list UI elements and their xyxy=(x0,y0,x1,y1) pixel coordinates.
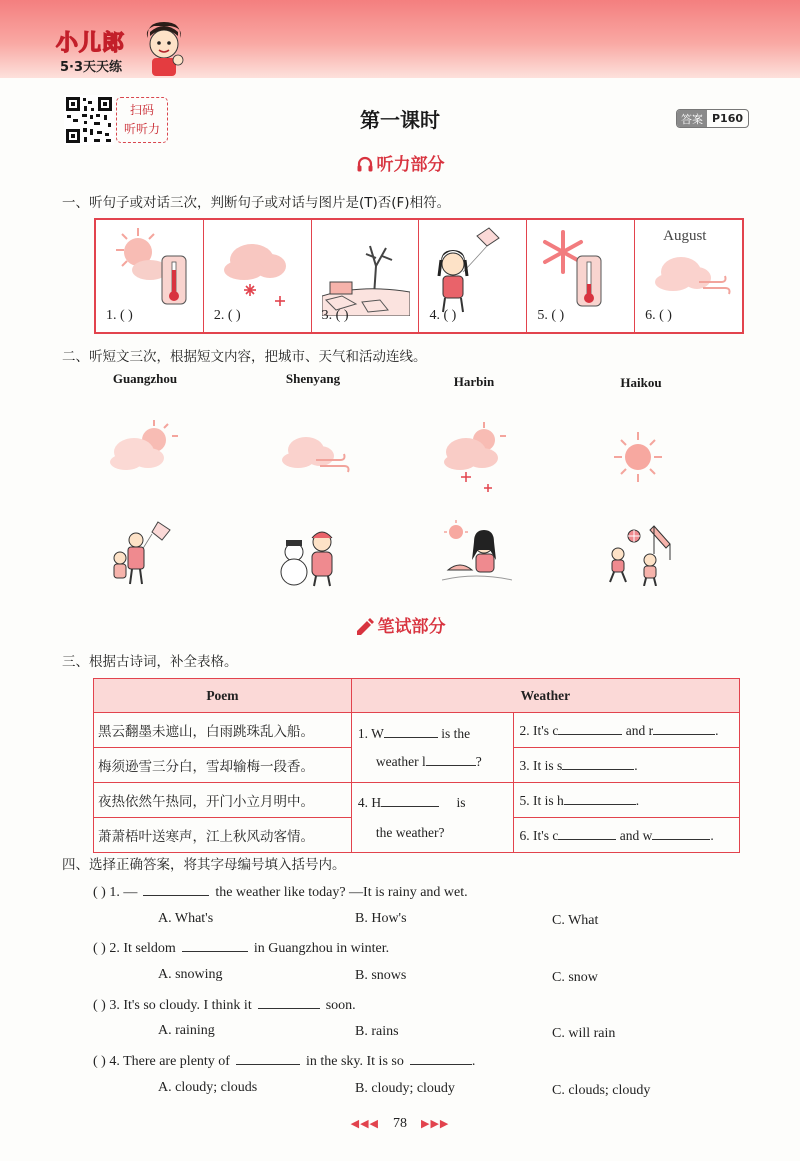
pencil-icon xyxy=(355,617,375,635)
w3b-text: . xyxy=(634,757,638,773)
q4-prompt: 四、选择正确答案，将其字母编号填入括号内。 xyxy=(62,857,346,873)
family-kite-icon[interactable] xyxy=(106,520,176,586)
w6a-text: 6. It's c xyxy=(519,827,559,843)
w1d-text: ? xyxy=(475,753,482,769)
city-haikou[interactable]: Haikou xyxy=(620,375,662,390)
option-b[interactable]: B. How's xyxy=(355,911,407,926)
cloud-wind-icon[interactable] xyxy=(276,428,356,488)
option-c[interactable]: C. clouds; cloudy xyxy=(552,1083,651,1098)
page-number: 78 xyxy=(393,1116,407,1131)
w5-blank[interactable] xyxy=(564,792,636,805)
w2a-text: 2. It's c xyxy=(519,722,559,738)
q4-item-4 xyxy=(93,1052,475,1070)
stem-text: soon. xyxy=(325,998,356,1013)
stem-blank[interactable] xyxy=(258,996,320,1009)
answer-key-badge xyxy=(676,109,749,128)
left-arrows-icon: ◀◀◀ xyxy=(350,1118,379,1130)
poem-3: 夜热依然午热同，开门小立月明中。 xyxy=(94,783,352,818)
w6b-text: and w xyxy=(619,827,653,843)
weather-q1-cell xyxy=(351,713,513,783)
dry-land-tree-icon xyxy=(322,226,410,316)
stem-blank-2[interactable] xyxy=(410,1052,472,1065)
snowflake-thermometer-icon xyxy=(537,226,625,316)
weather-q3-cell xyxy=(513,748,739,783)
q1-picture-6 xyxy=(635,220,742,332)
scan-line-2: 听听力 xyxy=(123,122,160,136)
city-shenyang[interactable]: Shenyang xyxy=(285,371,341,386)
q3-prompt: 三、根据古诗词，补全表格。 xyxy=(62,654,238,670)
stem-blank[interactable] xyxy=(143,883,209,896)
q1-picture-strip xyxy=(94,218,744,334)
q1-picture-3 xyxy=(312,220,420,332)
option-c[interactable]: C. What xyxy=(552,913,599,928)
stem-text: 2. It seldom xyxy=(109,941,176,956)
weather-q5-cell xyxy=(513,783,739,818)
option-b[interactable]: B. rains xyxy=(355,1024,399,1039)
q1-answer-1[interactable]: 1. ( ) xyxy=(106,308,133,323)
q1-answer-5[interactable]: 5. ( ) xyxy=(537,308,565,323)
w1b-text: is the xyxy=(441,725,471,741)
series-name: 5·3天天练 xyxy=(60,60,123,75)
poem-4: 萧萧梧叶送寒声，江上秋风动客情。 xyxy=(94,818,352,853)
page-footer xyxy=(0,1116,800,1132)
table-row xyxy=(94,713,740,748)
w2-blank-2[interactable] xyxy=(653,722,715,735)
answer-page: P160 xyxy=(712,112,744,125)
answer-parens[interactable]: ( ) xyxy=(93,941,106,956)
option-b[interactable]: B. snows xyxy=(355,968,407,983)
boy-mascot-icon xyxy=(140,18,188,78)
poem-2: 梅须逊雪三分白，雪却输梅一段香。 xyxy=(94,748,352,783)
page-title: 第一课时 xyxy=(360,108,440,132)
sunny-icon[interactable] xyxy=(608,432,668,482)
answer-parens[interactable]: ( ) xyxy=(93,1054,106,1069)
poem-1: 黑云翻墨未遮山，白雨跳珠乱入船。 xyxy=(94,713,352,748)
w4b-text: is xyxy=(456,794,466,810)
w1a-text: 1. W xyxy=(357,725,384,741)
table-row xyxy=(94,783,740,818)
poem-weather-table xyxy=(93,678,740,853)
stem-text: 3. It's so cloudy. I think it xyxy=(109,998,252,1013)
weather-q4-cell xyxy=(351,783,513,853)
q1-prompt: 一、听句子或对话三次，判断句子或对话与图片是(T)否(F)相符。 xyxy=(62,195,451,211)
w2b-text: and r xyxy=(625,722,654,738)
beach-sun-icon[interactable] xyxy=(442,520,512,586)
w6c-text: . xyxy=(710,827,714,843)
table-header-row xyxy=(94,679,740,713)
writing-section-heading xyxy=(0,612,800,637)
q1-picture-2 xyxy=(204,220,312,332)
playground-ball-icon[interactable] xyxy=(604,520,674,586)
stem-text: 4. There are plenty of xyxy=(109,1054,230,1069)
option-c[interactable]: C. will rain xyxy=(552,1026,616,1041)
q1-picture-4 xyxy=(419,220,527,332)
header-weather: Weather xyxy=(351,679,739,713)
right-arrows-icon: ▶▶▶ xyxy=(421,1118,450,1130)
stem-text: in Guangzhou in winter. xyxy=(253,941,390,956)
option-a[interactable]: A. raining xyxy=(158,1023,215,1038)
stem-text: the weather like today? —It is rainy and wet. xyxy=(215,885,468,900)
option-a[interactable]: A. What's xyxy=(158,911,214,926)
q4-item-2 xyxy=(93,939,389,957)
stem-blank[interactable] xyxy=(182,939,248,952)
q4-item-1 xyxy=(93,883,468,901)
answer-parens[interactable]: ( ) xyxy=(93,885,106,900)
writing-section-title: 笔试部分 xyxy=(377,617,446,637)
w1-blank-1[interactable] xyxy=(384,725,438,738)
q2-prompt: 二、听短文三次，根据短文内容，把城市、天气和活动连线。 xyxy=(62,349,427,365)
weather-q6-cell xyxy=(513,818,739,853)
city-harbin[interactable]: Harbin xyxy=(453,374,495,389)
stem-text: 1. — xyxy=(109,885,138,900)
q4-item-3 xyxy=(93,996,356,1014)
w2c-text: . xyxy=(715,722,719,738)
q1-picture-6-caption: August xyxy=(663,228,707,244)
stem-blank-1[interactable] xyxy=(236,1052,300,1065)
brand-name: 小儿郎 xyxy=(56,31,126,56)
option-a[interactable]: A. cloudy; clouds xyxy=(158,1080,258,1095)
sun-cloud-snow-icon[interactable] xyxy=(438,420,518,496)
q1-answer-6[interactable]: 6. ( ) xyxy=(645,308,672,323)
w2-blank-1[interactable] xyxy=(558,722,622,735)
w3a-text: 3. It is s xyxy=(519,757,563,773)
scan-line-1: 扫码 xyxy=(129,103,154,117)
w5a-text: 5. It is h xyxy=(519,792,564,808)
brand-logo xyxy=(56,26,148,76)
weather-q2-cell xyxy=(513,713,739,748)
option-b[interactable]: B. cloudy; cloudy xyxy=(355,1081,455,1096)
w4-blank[interactable] xyxy=(381,794,439,807)
q1-picture-5 xyxy=(527,220,635,332)
w1-blank-2[interactable] xyxy=(426,753,476,766)
city-guangzhou[interactable]: Guangzhou xyxy=(112,371,178,386)
answer-parens[interactable]: ( ) xyxy=(93,998,106,1013)
listening-section-title: 听力部分 xyxy=(376,155,445,175)
headphones-icon xyxy=(356,155,374,173)
stem-text: . xyxy=(471,1054,476,1069)
girl-kite-icon xyxy=(429,226,517,316)
w4c-text: the weather? xyxy=(375,824,445,840)
w6-blank-1[interactable] xyxy=(558,827,616,840)
q1-answer-2[interactable]: 2. ( ) xyxy=(213,308,241,323)
option-c[interactable]: C. snow xyxy=(552,970,598,985)
q1-answer-3[interactable]: 3. ( ) xyxy=(321,308,349,323)
snowman-icon[interactable] xyxy=(276,522,346,588)
header-poem: Poem xyxy=(94,679,352,713)
q1-answer-4[interactable]: 4. ( ) xyxy=(429,308,457,323)
w3-blank[interactable] xyxy=(562,757,634,770)
q1-picture-1 xyxy=(96,220,204,332)
w6-blank-2[interactable] xyxy=(652,827,710,840)
sun-cloud-rain-icon[interactable] xyxy=(104,418,184,484)
w4a-text: 4. H xyxy=(357,794,382,810)
cloud-snow-icon xyxy=(214,226,302,316)
w1c-text: weather l xyxy=(375,753,426,769)
w5b-text: . xyxy=(635,792,640,808)
answer-key-label: 答案 xyxy=(677,110,707,127)
option-a[interactable]: A. snowing xyxy=(158,967,223,982)
listening-section-heading xyxy=(0,150,800,175)
stem-text: in the sky. It is so xyxy=(305,1054,404,1069)
sun-cloud-thermometer-hot-icon xyxy=(106,226,194,316)
